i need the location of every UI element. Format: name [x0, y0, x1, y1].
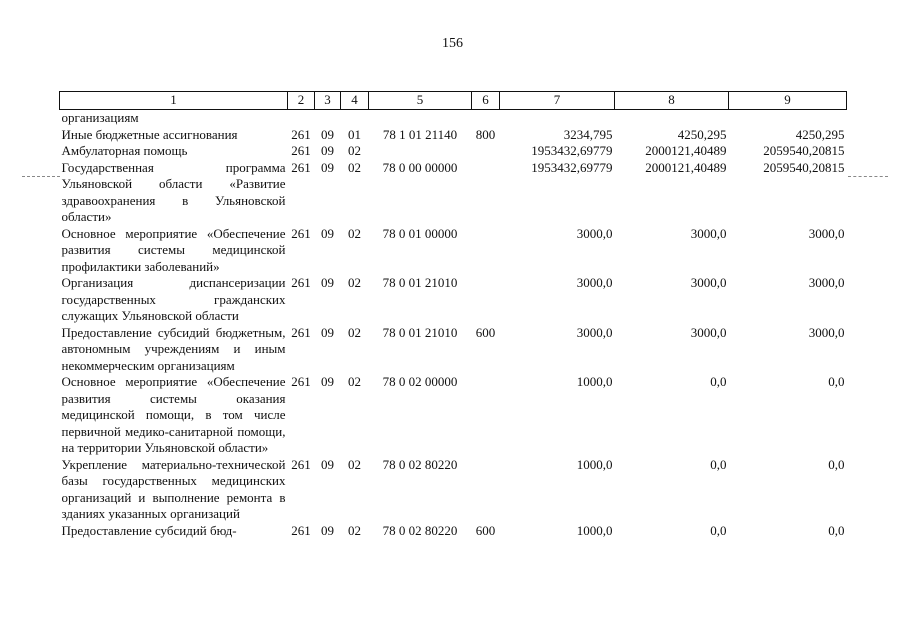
table-row	[60, 143, 847, 160]
row-value-cell-9	[729, 110, 847, 127]
scan-artifact-left	[22, 176, 60, 177]
row-name-cell: Укрепление материально-технической базы государственных медицинских организаций и выполнение ремонта в зданиях указанных организаций	[61, 456, 286, 521]
row-name-cell: Иные бюджетные ассигнования	[61, 126, 238, 142]
table-row	[60, 457, 847, 523]
row-value-cell-2: 261	[291, 126, 311, 142]
row-value-cell-4: 02	[348, 522, 361, 538]
column-header-9: 9	[729, 92, 847, 110]
row-value-cell-5	[369, 110, 472, 127]
row-value-cell-4: 02	[348, 225, 361, 241]
row-value-cell-8: 3000,0	[690, 324, 727, 340]
row-value-cell-3: 09	[321, 143, 334, 158]
table-header-row	[60, 92, 847, 110]
row-value-cell-4: 02	[348, 275, 361, 290]
row-value-cell-3: 09	[321, 126, 334, 142]
row-value-cell-5: 78 0 01 00000	[382, 225, 458, 241]
row-value-cell-8: 0,0	[710, 456, 727, 472]
row-name-cell: Предоставление субсидий бюд-	[61, 522, 237, 538]
row-value-cell-5: 78 0 00 00000	[382, 159, 458, 175]
row-value-cell-9: 0,0	[828, 374, 845, 389]
row-value-cell-3: 09	[321, 159, 334, 175]
row-value-cell-5: 78 0 02 00000	[382, 374, 458, 389]
table-row	[60, 374, 847, 457]
column-header-4: 4	[341, 92, 369, 110]
table-row	[60, 275, 847, 325]
row-value-cell-8: 3000,0	[690, 225, 727, 241]
row-value-cell-2: 261	[291, 143, 311, 158]
row-value-cell-6	[472, 275, 500, 325]
row-value-cell-7	[500, 110, 615, 127]
row-value-cell-8: 0,0	[710, 374, 727, 389]
row-value-cell-7: 3234,795	[563, 126, 613, 142]
row-value-cell-7: 1953432,69779	[531, 143, 613, 158]
row-value-cell-9: 0,0	[828, 456, 845, 472]
row-name-cell: Основное мероприятие «Обеспечение развития системы медицинской профилактики заболеваний»	[61, 225, 286, 274]
row-value-cell-8	[615, 110, 729, 127]
row-value-cell-2: 261	[291, 159, 311, 175]
row-value-cell-2: 261	[291, 522, 311, 538]
budget-table	[59, 91, 847, 539]
column-header-8: 8	[615, 92, 729, 110]
table-row	[60, 127, 847, 144]
row-value-cell-8: 4250,295	[677, 126, 727, 142]
row-value-cell-2: 261	[291, 456, 311, 472]
row-name-cell: Основное мероприятие «Обеспечение развития системы оказания медицинской помощи, в том числе первичной медико-санитарной помощи, на территории Ульяновской области»	[61, 374, 286, 455]
row-name-cell: Государственная программа Ульяновской области «Развитие здравоохранения в Ульяновской области»	[61, 159, 286, 224]
row-value-cell-6	[472, 374, 500, 457]
row-value-cell-3: 09	[321, 522, 334, 538]
row-value-cell-9: 0,0	[828, 522, 845, 538]
row-value-cell-8: 3000,0	[690, 275, 727, 290]
table-row	[60, 523, 847, 540]
row-value-cell-4: 02	[348, 324, 361, 340]
row-value-cell-2: 261	[291, 225, 311, 241]
row-value-cell-6	[472, 110, 500, 127]
row-value-cell-5: 78 0 01 21010	[382, 324, 458, 340]
row-name-cell: Организация диспансеризации государственных гражданских служащих Ульяновской области	[61, 275, 286, 323]
row-value-cell-4: 01	[348, 126, 361, 142]
row-value-cell-4: 02	[348, 143, 361, 158]
row-value-cell-4: 02	[348, 159, 361, 175]
row-value-cell-7: 1953432,69779	[531, 159, 613, 175]
row-value-cell-6: 600	[475, 324, 496, 340]
row-value-cell-3: 09	[321, 225, 334, 241]
row-value-cell-4: 02	[348, 374, 361, 389]
row-value-cell-6	[472, 160, 500, 226]
row-value-cell-7: 1000,0	[576, 456, 613, 472]
row-value-cell-9: 3000,0	[808, 324, 845, 340]
row-value-cell-9: 4250,295	[795, 126, 845, 142]
row-value-cell-3: 09	[321, 324, 334, 340]
row-value-cell-9: 2059540,20815	[763, 143, 845, 158]
row-value-cell-3	[315, 110, 341, 127]
row-value-cell-6	[472, 143, 500, 160]
column-header-6: 6	[472, 92, 500, 110]
row-name-cell: организациям	[61, 110, 139, 125]
row-value-cell-8: 2000121,40489	[645, 143, 727, 158]
row-value-cell-2: 261	[291, 275, 311, 290]
row-value-cell-3: 09	[321, 275, 334, 290]
row-value-cell-9: 3000,0	[808, 275, 845, 290]
row-value-cell-3: 09	[321, 374, 334, 389]
table-row	[60, 110, 847, 127]
row-value-cell-5	[369, 143, 472, 160]
table-row	[60, 325, 847, 375]
column-header-7: 7	[500, 92, 615, 110]
row-name-cell: Предоставление субсидий бюджетным, автономным учреждениям и иным некоммерческим организациям	[61, 324, 286, 373]
row-value-cell-9: 3000,0	[808, 225, 845, 241]
row-value-cell-2: 261	[291, 324, 311, 340]
row-value-cell-7: 1000,0	[576, 374, 613, 389]
row-value-cell-3: 09	[321, 456, 334, 472]
row-name-cell: Амбулаторная помощь	[61, 143, 188, 158]
row-value-cell-4	[341, 110, 369, 127]
row-value-cell-6	[472, 226, 500, 276]
row-value-cell-6	[472, 457, 500, 523]
page-number: 156	[442, 36, 463, 51]
row-value-cell-7: 3000,0	[576, 324, 613, 340]
column-header-5: 5	[369, 92, 472, 110]
row-value-cell-5: 78 0 02 80220	[382, 456, 458, 472]
scan-artifact-right	[848, 176, 888, 177]
row-value-cell-2	[288, 110, 315, 127]
table-row	[60, 160, 847, 226]
table-row	[60, 226, 847, 276]
row-value-cell-7: 3000,0	[576, 275, 613, 290]
row-value-cell-2: 261	[291, 374, 311, 389]
row-value-cell-5: 78 0 01 21010	[382, 275, 458, 290]
row-value-cell-7: 1000,0	[576, 522, 613, 538]
column-header-1: 1	[60, 92, 288, 110]
row-value-cell-6: 600	[475, 522, 496, 538]
row-value-cell-8: 0,0	[710, 522, 727, 538]
row-value-cell-9: 2059540,20815	[763, 159, 845, 175]
row-value-cell-5: 78 0 02 80220	[382, 522, 458, 538]
row-value-cell-6: 800	[475, 126, 496, 142]
column-header-3: 3	[315, 92, 341, 110]
row-value-cell-5: 78 1 01 21140	[382, 126, 458, 142]
table-body	[60, 110, 847, 540]
row-value-cell-7: 3000,0	[576, 225, 613, 241]
row-value-cell-4: 02	[348, 456, 361, 472]
row-value-cell-8: 2000121,40489	[645, 159, 727, 175]
column-header-2: 2	[288, 92, 315, 110]
